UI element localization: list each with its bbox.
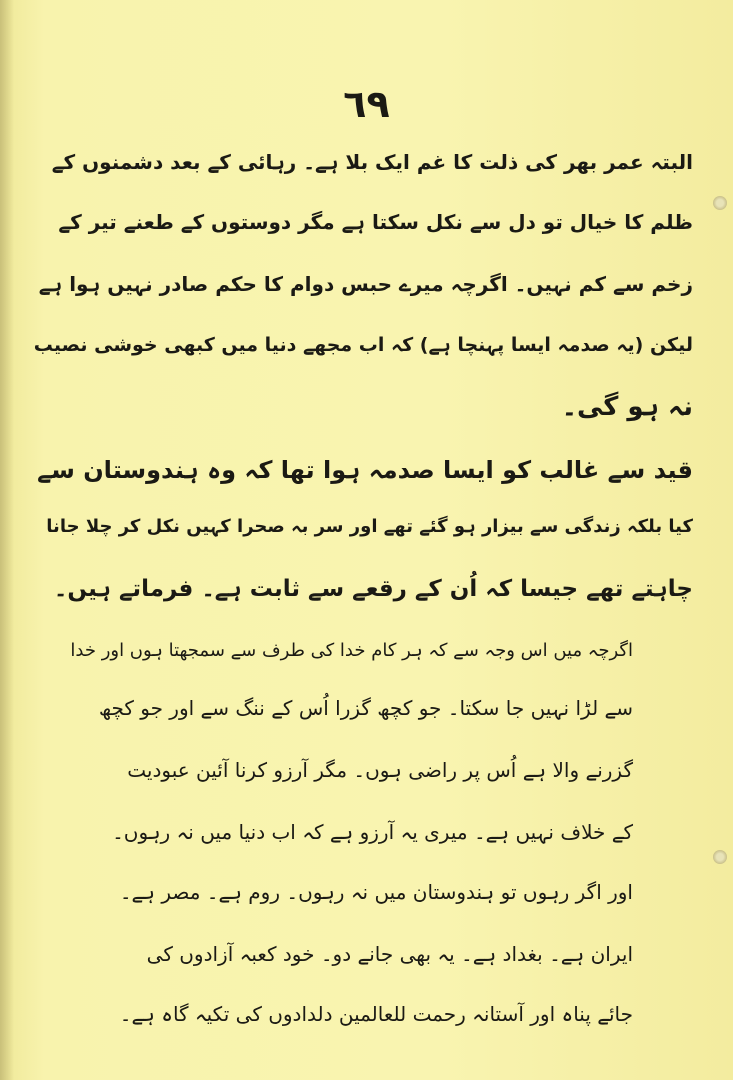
paragraph2-line-1: قید سے غالب کو ایسا صدمہ ہوا تھا کہ وہ ہندوستان سے xyxy=(37,456,693,484)
paragraph1-line-4: لیکن (یہ صدمہ ایسا پہنچا ہے) کہ اب مجھے دنیا میں کبھی خوشی نصیب xyxy=(33,334,693,356)
quote-line-3: گزرنے والا ہے اُس پر راضی ہوں۔ مگر آرزو کرنا آئین عبودیت xyxy=(127,758,633,782)
paper-hole-mark xyxy=(713,196,727,210)
quote-line-1: اگرچہ میں اس وجہ سے کہ ہر کام خدا کی طرف سے سمجھتا ہوں اور خدا xyxy=(70,640,633,661)
paragraph2-line-3: چاہتے تھے جیسا کہ اُن کے رقعے سے ثابت ہے۔ فرماتے ہیں۔ xyxy=(53,576,693,602)
quote-line-2: سے لڑا نہیں جا سکتا۔ جو کچھ گزرا اُس کے ننگ سے اور جو کچھ xyxy=(98,696,633,720)
paragraph1-line-1: البتہ عمر بھر کی ذلت کا غم ایک بلا ہے۔ رہائی کے بعد دشمنوں کے xyxy=(51,150,693,174)
paragraph1-line-3: زخم سے کم نہیں۔ اگرچہ میرے حبس دوام کا حکم صادر نہیں ہوا ہے xyxy=(38,272,693,296)
quote-line-4: کے خلاف نہیں ہے۔ میری یہ آرزو ہے کہ اب دنیا میں نہ رہوں۔ xyxy=(112,820,633,844)
quote-line-6: ایران ہے۔ بغداد ہے۔ یہ بھی جانے دو۔ خود کعبہ آزادوں کی xyxy=(146,942,633,966)
paper-hole-mark xyxy=(713,850,727,864)
page-binding-shadow xyxy=(0,0,14,1080)
quote-line-7: جائے پناہ اور آستانہ رحمت للعالمین دلدادوں کی تکیہ گاہ ہے۔ xyxy=(119,1002,633,1026)
quote-line-5: اور اگر رہوں تو ہندوستان میں نہ رہوں۔ روم ہے۔ مصر ہے۔ xyxy=(119,880,633,904)
page-number: ٦٩ xyxy=(343,82,390,126)
paragraph1-line-5: نہ ہو گی۔ xyxy=(561,392,693,422)
paragraph1-line-2: ظلم کا خیال تو دل سے نکل سکتا ہے مگر دوستوں کے طعنے تیر کے xyxy=(58,210,693,234)
paragraph2-line-2: کیا بلکہ زندگی سے بیزار ہو گئے تھے اور سر بہ صحرا کہیں نکل کر چلا جانا xyxy=(46,516,693,537)
